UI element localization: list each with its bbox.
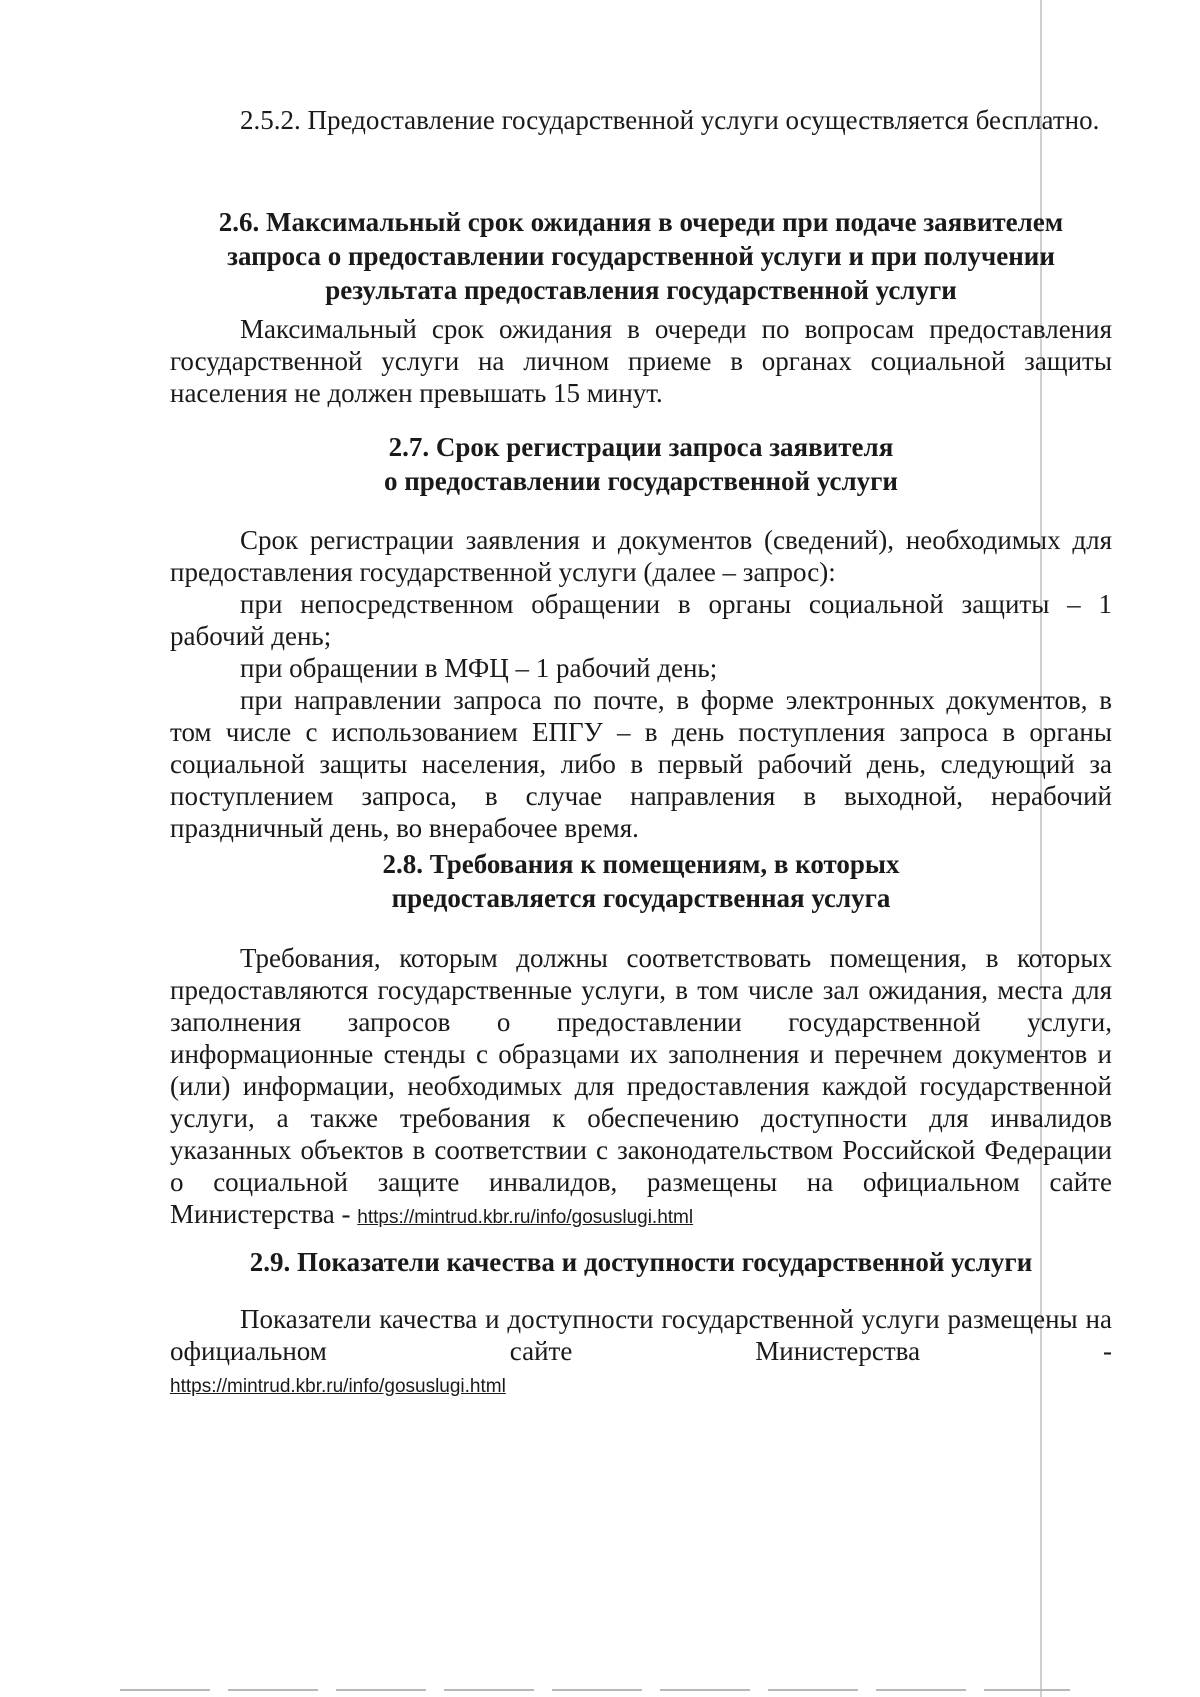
paragraph-text: при направлении запроса по почте, в форме электронных документов, в том числе с использованием ЕПГУ – в день поступления запроса в органы социальной защиты населения, либо в первый рабочий день, следующий за поступлением запроса, в случае направления в выходной, нерабочий праздничный день, во внерабочее время. [170, 685, 1112, 843]
scan-bottom-edge [120, 1689, 1070, 1691]
section-2-8-body [170, 942, 1112, 1234]
section-2-7-body [170, 524, 1112, 844]
section-2-9-heading [170, 1245, 1112, 1279]
section-heading [170, 847, 1112, 915]
heading-line: 2.8. Требования к помещениям, в которых [382, 849, 900, 879]
link-line [170, 1367, 1112, 1403]
section-heading [170, 205, 1112, 307]
paragraph-2-5-2 [170, 104, 1112, 136]
heading-line: 2.6. Максимальный срок ожидания в очереди при подаче заявителем [218, 207, 1064, 237]
paragraph-text: Срок регистрации заявления и документов (сведений), необходимых для предоставления государственной услуги (далее – запрос): [170, 525, 1112, 587]
paragraph-text: при обращении в МФЦ – 1 рабочий день; [240, 653, 718, 683]
gosuslugi-link[interactable]: https://mintrud.kbr.ru/info/gosuslugi.html [170, 1376, 506, 1397]
heading-line: результата предоставления государственной услуги [325, 275, 957, 305]
heading-line: 2.7. Срок регистрации запроса заявителя [388, 432, 894, 462]
heading-line: о предоставлении государственной услуги [383, 466, 898, 496]
gosuslugi-link[interactable]: https://mintrud.kbr.ru/info/gosuslugi.html [357, 1207, 694, 1228]
paragraph-text: 2.5.2. Предоставление государственной услуги осуществляется бесплатно. [240, 105, 1100, 135]
heading-line: запроса о предоставлении государственной услуги и при получении [227, 241, 1055, 271]
section-2-7-heading [170, 430, 1112, 498]
section-2-6-heading [170, 205, 1112, 307]
heading-line: предоставляется государственная услуга [391, 883, 891, 913]
section-2-8-heading [170, 847, 1112, 915]
paragraph-text: Максимальный срок ожидания в очереди по вопросам предоставления государственной услуги на личном приеме в органах социальной защиты населения не должен превышать 15 минут. [170, 314, 1112, 408]
paragraph-text: Показатели качества и доступности государственной услуги размещены на официальном сайте Министерства - [170, 1304, 1112, 1366]
section-heading [170, 430, 1112, 498]
section-2-6-body [170, 313, 1112, 409]
section-heading: 2.9. Показатели качества и доступности государственной услуги [249, 1247, 1033, 1277]
body-text: Требования, которым должны соответствовать помещения, в которых предоставляются государственные услуги, в том числе зал ожидания, места для заполнения запросов о предоставлении государственной услуги, информационные стенды с образцами их заполнения и перечнем документов и (или) информации, необходимых для предоставления каждой государственной услуги, а также требования к обеспечению доступности для инвалидов указанных объектов в соответствии с законодательством Российской Федерации о социальной защите инвалидов, размещены на официальном сайте Министерства - [170, 943, 1112, 1229]
section-2-9-body [170, 1303, 1112, 1403]
paragraph-text: при непосредственном обращении в органы социальной защиты – 1 рабочий день; [170, 589, 1112, 651]
paragraph-text [170, 942, 1112, 1234]
